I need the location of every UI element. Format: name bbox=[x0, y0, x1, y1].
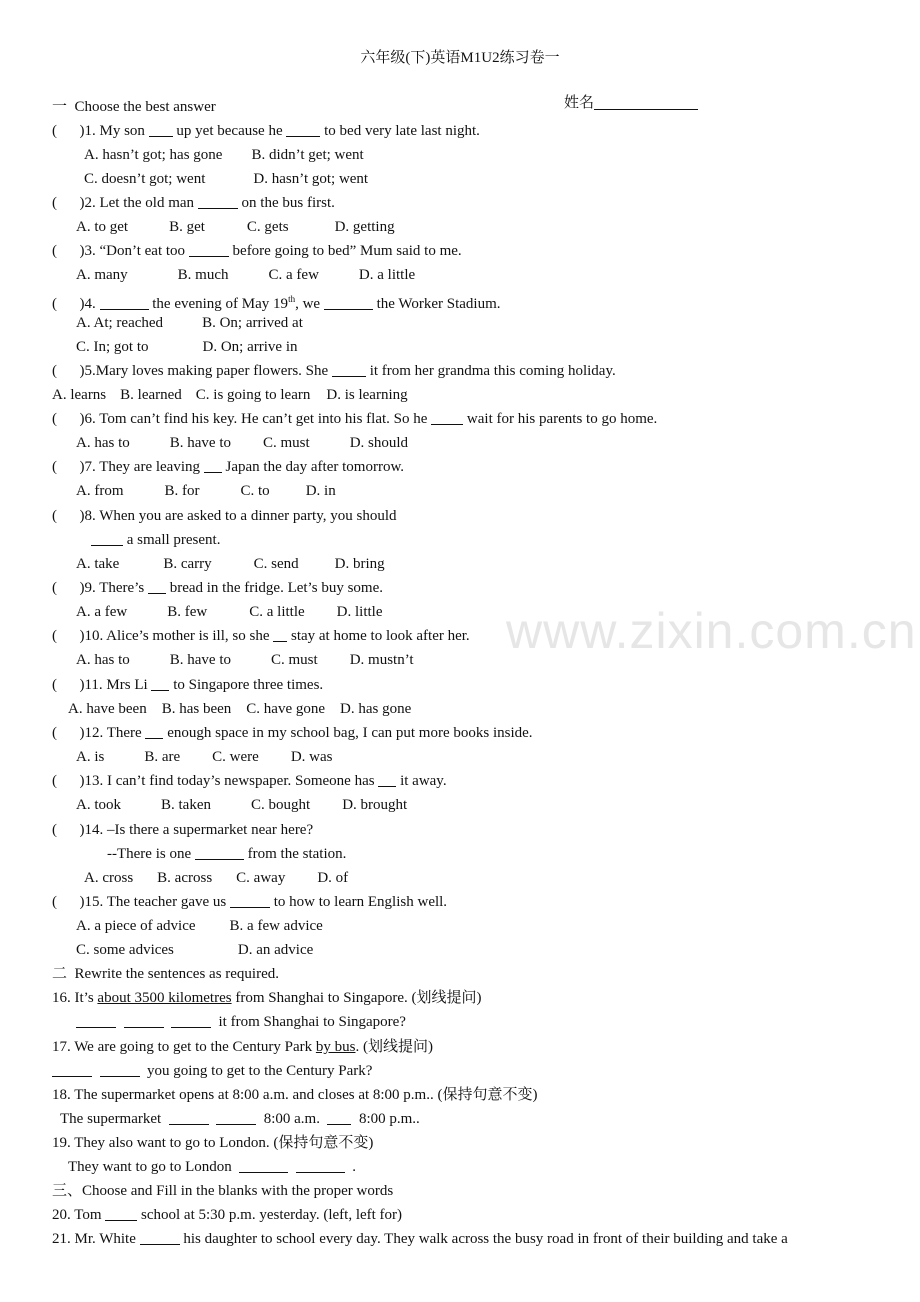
question-2-options: A. to get B. get C. gets D. getting bbox=[76, 219, 395, 235]
question-19-answer: They want to go to London . bbox=[68, 1159, 356, 1175]
question-19: 19. They also want to go to London. (保持句意不变) bbox=[52, 1135, 374, 1151]
question-9: ( )9. There’s bread in the fridge. Let’s buy some. bbox=[52, 580, 383, 596]
question-4-options-row2: C. In; got to D. On; arrive in bbox=[76, 339, 298, 355]
question-1-options-row2: C. doesn’t got; went D. hasn’t got; went bbox=[84, 171, 369, 187]
question-10-options: A. has to B. have to C. must D. mustn’t bbox=[76, 652, 414, 668]
name-label: 姓名 bbox=[564, 95, 595, 111]
question-13: ( )13. I can’t find today’s newspaper. Someone has it away. bbox=[52, 773, 447, 789]
name-field[interactable] bbox=[549, 73, 698, 133]
question-10: ( )10. Alice’s mother is ill, so she stay at home to look after her. bbox=[52, 628, 470, 644]
question-9-options: A. a few B. few C. a little D. little bbox=[76, 604, 383, 620]
question-5: ( )5.Mary loves making paper flowers. She it from her grandma this coming holiday. bbox=[52, 363, 616, 379]
question-18: 18. The supermarket opens at 8:00 a.m. and closes at 8:00 p.m.. (保持句意不变) bbox=[52, 1087, 538, 1103]
question-8: ( )8. When you are asked to a dinner party, you should bbox=[52, 508, 397, 524]
question-11-options: A. have been B. has been C. have gone D. has gone bbox=[68, 701, 412, 717]
question-13-options: A. took B. taken C. bought D. brought bbox=[76, 797, 408, 813]
question-3: ( )3. “Don’t eat too before going to bed” Mum said to me. bbox=[52, 243, 462, 259]
question-8-options: A. take B. carry C. send D. bring bbox=[76, 556, 385, 572]
question-16: 16. It’s about 3500 kilometres from Shanghai to Singapore. (划线提问) bbox=[52, 990, 482, 1006]
section2-heading: 二 Rewrite the sentences as required. bbox=[52, 966, 279, 982]
question-15-options-row2: C. some advices D. an advice bbox=[76, 942, 314, 958]
question-17: 17. We are going to get to the Century Park by bus. (划线提问) bbox=[52, 1039, 433, 1055]
question-18-answer: The supermarket 8:00 a.m. 8:00 p.m.. bbox=[60, 1111, 420, 1127]
section1-heading: 一 Choose the best answer bbox=[52, 99, 216, 115]
question-2: ( )2. Let the old man on the bus first. bbox=[52, 195, 335, 211]
question-15-options-row1: A. a piece of advice B. a few advice bbox=[76, 918, 323, 934]
question-11: ( )11. Mrs Li to Singapore three times. bbox=[52, 677, 324, 693]
name-blank[interactable] bbox=[594, 94, 698, 110]
question-4: ( )4. the evening of May 19th, we the Worker Stadium. bbox=[52, 294, 501, 312]
section3-heading: 三、Choose and Fill in the blanks with the proper words bbox=[52, 1183, 394, 1199]
question-17-answer: you going to get to the Century Park? bbox=[52, 1061, 372, 1081]
question-5-options: A. learns B. learned C. is going to learn D. is learning bbox=[52, 387, 408, 403]
question-7-options: A. from B. for C. to D. in bbox=[76, 483, 336, 499]
question-21: 21. Mr. White his daughter to school every day. They walk across the busy road in front of their building and take a bbox=[52, 1231, 788, 1247]
question-14-options: A. cross B. across C. away D. of bbox=[84, 870, 349, 886]
question-14-reply: --There is one from the station. bbox=[107, 846, 347, 862]
question-12: ( )12. There enough space in my school bag, I can put more books inside. bbox=[52, 725, 533, 741]
watermark: www.zixin.com.cn bbox=[506, 603, 917, 659]
question-6-options: A. has to B. have to C. must D. should bbox=[76, 435, 409, 451]
question-14: ( )14. –Is there a supermarket near here? bbox=[52, 822, 314, 838]
question-20: 20. Tom school at 5:30 p.m. yesterday. (left, left for) bbox=[52, 1207, 403, 1223]
worksheet-title: 六年级(下)英语M1U2练习卷一 bbox=[360, 50, 560, 66]
question-1: ( )1. My son up yet because he to bed very late last night. bbox=[52, 123, 480, 139]
question-6: ( )6. Tom can’t find his key. He can’t get into his flat. So he wait for his parents to go home. bbox=[52, 411, 658, 427]
question-8-cont: a small present. bbox=[91, 530, 220, 550]
question-16-answer: it from Shanghai to Singapore? bbox=[76, 1012, 406, 1032]
question-4-options-row1: A. At; reached B. On; arrived at bbox=[76, 315, 303, 331]
question-1-options-row1: A. hasn’t got; has gone B. didn’t get; went bbox=[84, 147, 364, 163]
question-3-options: A. many B. much C. a few D. a little bbox=[76, 267, 416, 283]
question-15: ( )15. The teacher gave us to how to learn English well. bbox=[52, 894, 448, 910]
question-7: ( )7. They are leaving Japan the day after tomorrow. bbox=[52, 459, 405, 475]
question-12-options: A. is B. are C. were D. was bbox=[76, 749, 333, 765]
